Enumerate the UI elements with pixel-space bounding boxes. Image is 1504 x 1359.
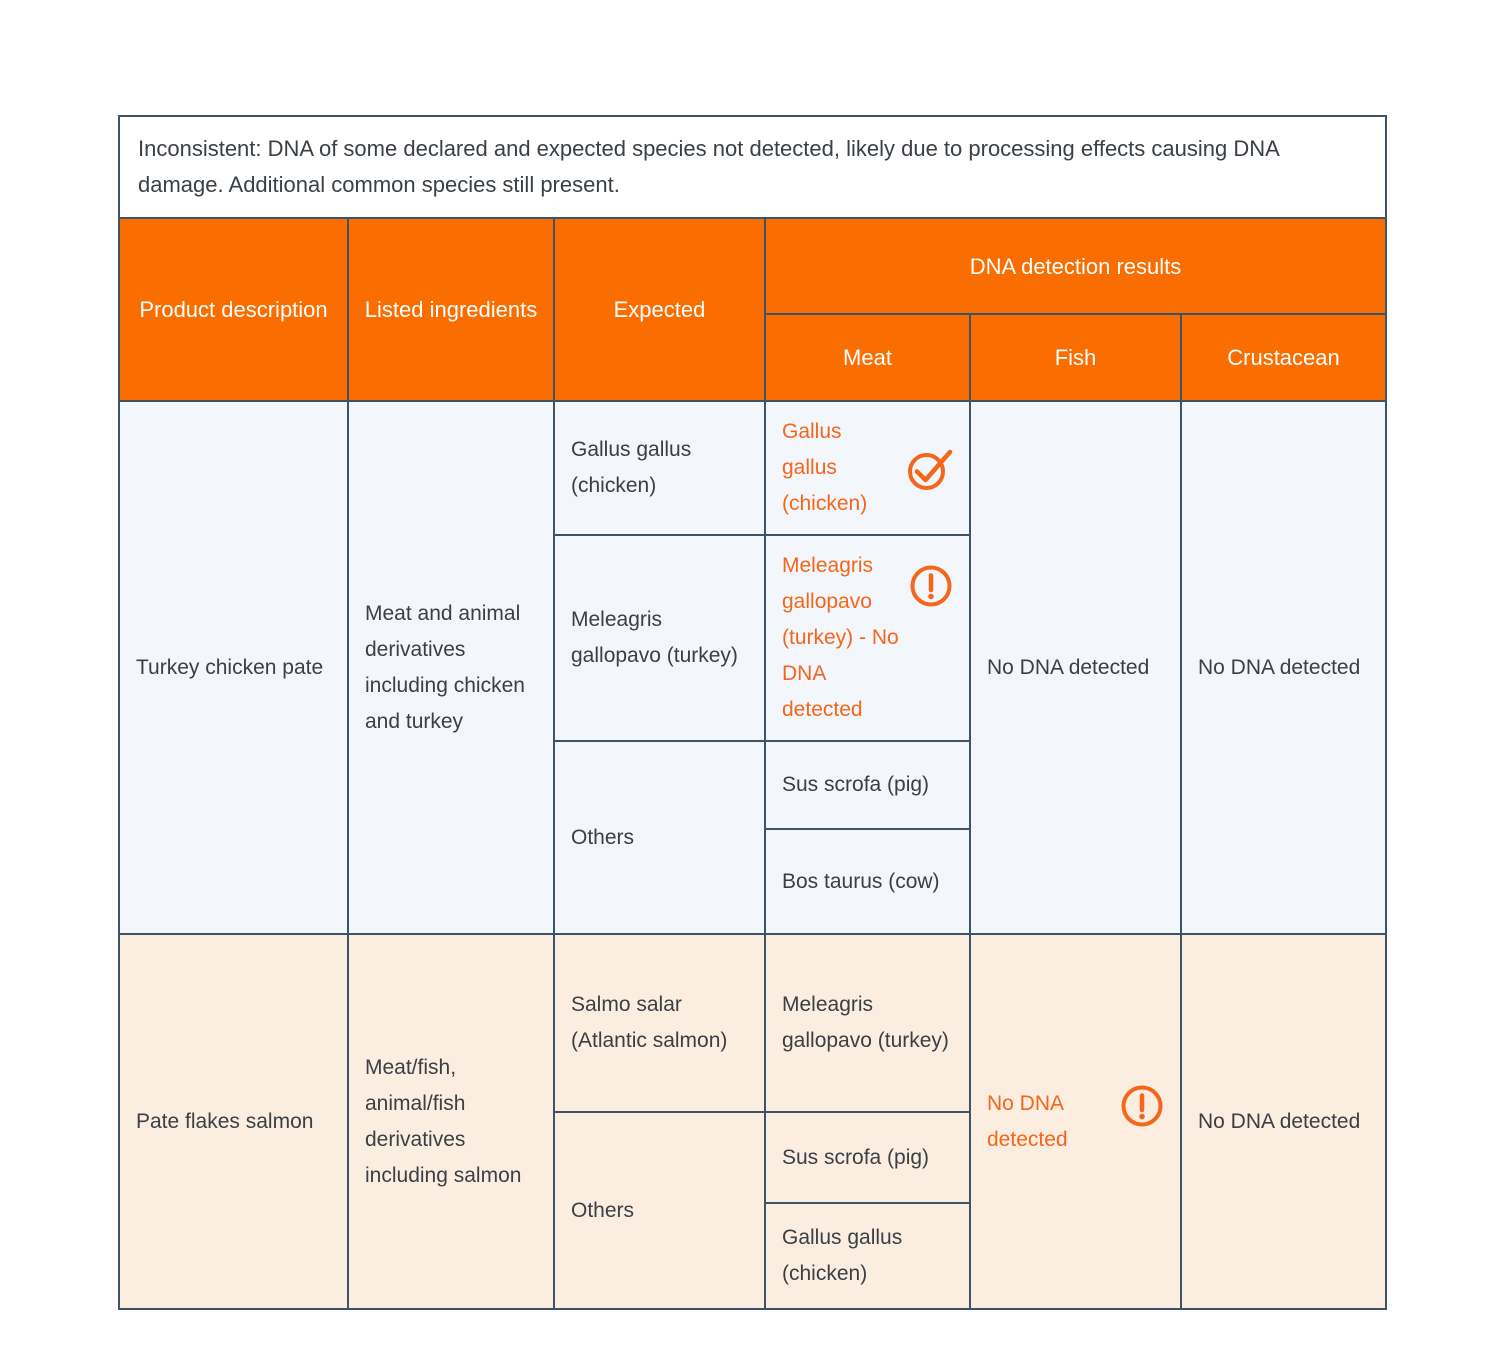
check-circle-icon	[907, 445, 953, 491]
cell-expected-others-2: Others	[554, 1112, 765, 1309]
cell-fish-result-1: No DNA detected	[970, 401, 1181, 934]
cell-expected-others-1: Others	[554, 741, 765, 934]
cell-meat-turkey-2: Meleagris gallopavo (turkey)	[765, 934, 970, 1112]
cell-fish-result-2	[970, 934, 1181, 1309]
cell-meat-cow-1: Bos taurus (cow)	[765, 829, 970, 934]
header-row-top	[119, 218, 1386, 314]
cell-meat-pig-1: Sus scrofa (pig)	[765, 741, 970, 829]
col-header-crustacean: Crustacean	[1181, 314, 1386, 401]
col-header-meat: Meat	[765, 314, 970, 401]
note-row	[119, 116, 1386, 218]
cell-product-name-1: Turkey chicken pate	[119, 401, 348, 934]
cell-expected-salmon-2: Salmo salar (Atlantic salmon)	[554, 934, 765, 1112]
cell-crustacean-result-2: No DNA detected	[1181, 934, 1386, 1309]
cell-meat-chicken-2: Gallus gallus (chicken)	[765, 1203, 970, 1309]
cell-meat-turkey-missing-1	[765, 535, 970, 741]
col-header-dna-detection-results: DNA detection results	[765, 218, 1386, 314]
cell-expected-turkey-1: Meleagris gallopavo (turkey)	[554, 535, 765, 741]
result-note: Inconsistent: DNA of some declared and expected species not detected, likely due to processing effects causing DNA damage. Additional common species still present.	[119, 116, 1386, 218]
cell-product-name-2: Pate flakes salmon	[119, 934, 348, 1309]
cell-meat-pig-2: Sus scrofa (pig)	[765, 1112, 970, 1203]
exclamation-circle-icon	[909, 564, 953, 608]
col-header-product-description: Product description	[119, 218, 348, 401]
cell-listed-ingredients-2: Meat/fish, animal/fish derivatives including salmon	[348, 934, 554, 1309]
cell-listed-ingredients-1: Meat and animal derivatives including chicken and turkey	[348, 401, 554, 934]
dna-results-section	[118, 115, 1385, 1310]
table-row	[119, 934, 1386, 1112]
cell-crustacean-result-1: No DNA detected	[1181, 401, 1386, 934]
meat-result-text: Meleagris gallopavo (turkey) - No DNA detected	[782, 554, 899, 721]
dna-detection-table	[118, 115, 1387, 1310]
col-header-listed-ingredients: Listed ingredients	[348, 218, 554, 401]
meat-result-text: Gallus gallus (chicken)	[782, 420, 868, 515]
table-row	[119, 401, 1386, 535]
cell-meat-chicken-detected-1	[765, 401, 970, 535]
fish-result-text: No DNA detected	[987, 1091, 1068, 1151]
col-header-fish: Fish	[970, 314, 1181, 401]
col-header-expected: Expected	[554, 218, 765, 401]
exclamation-circle-icon	[1120, 1084, 1164, 1128]
cell-expected-chicken-1: Gallus gallus (chicken)	[554, 401, 765, 535]
